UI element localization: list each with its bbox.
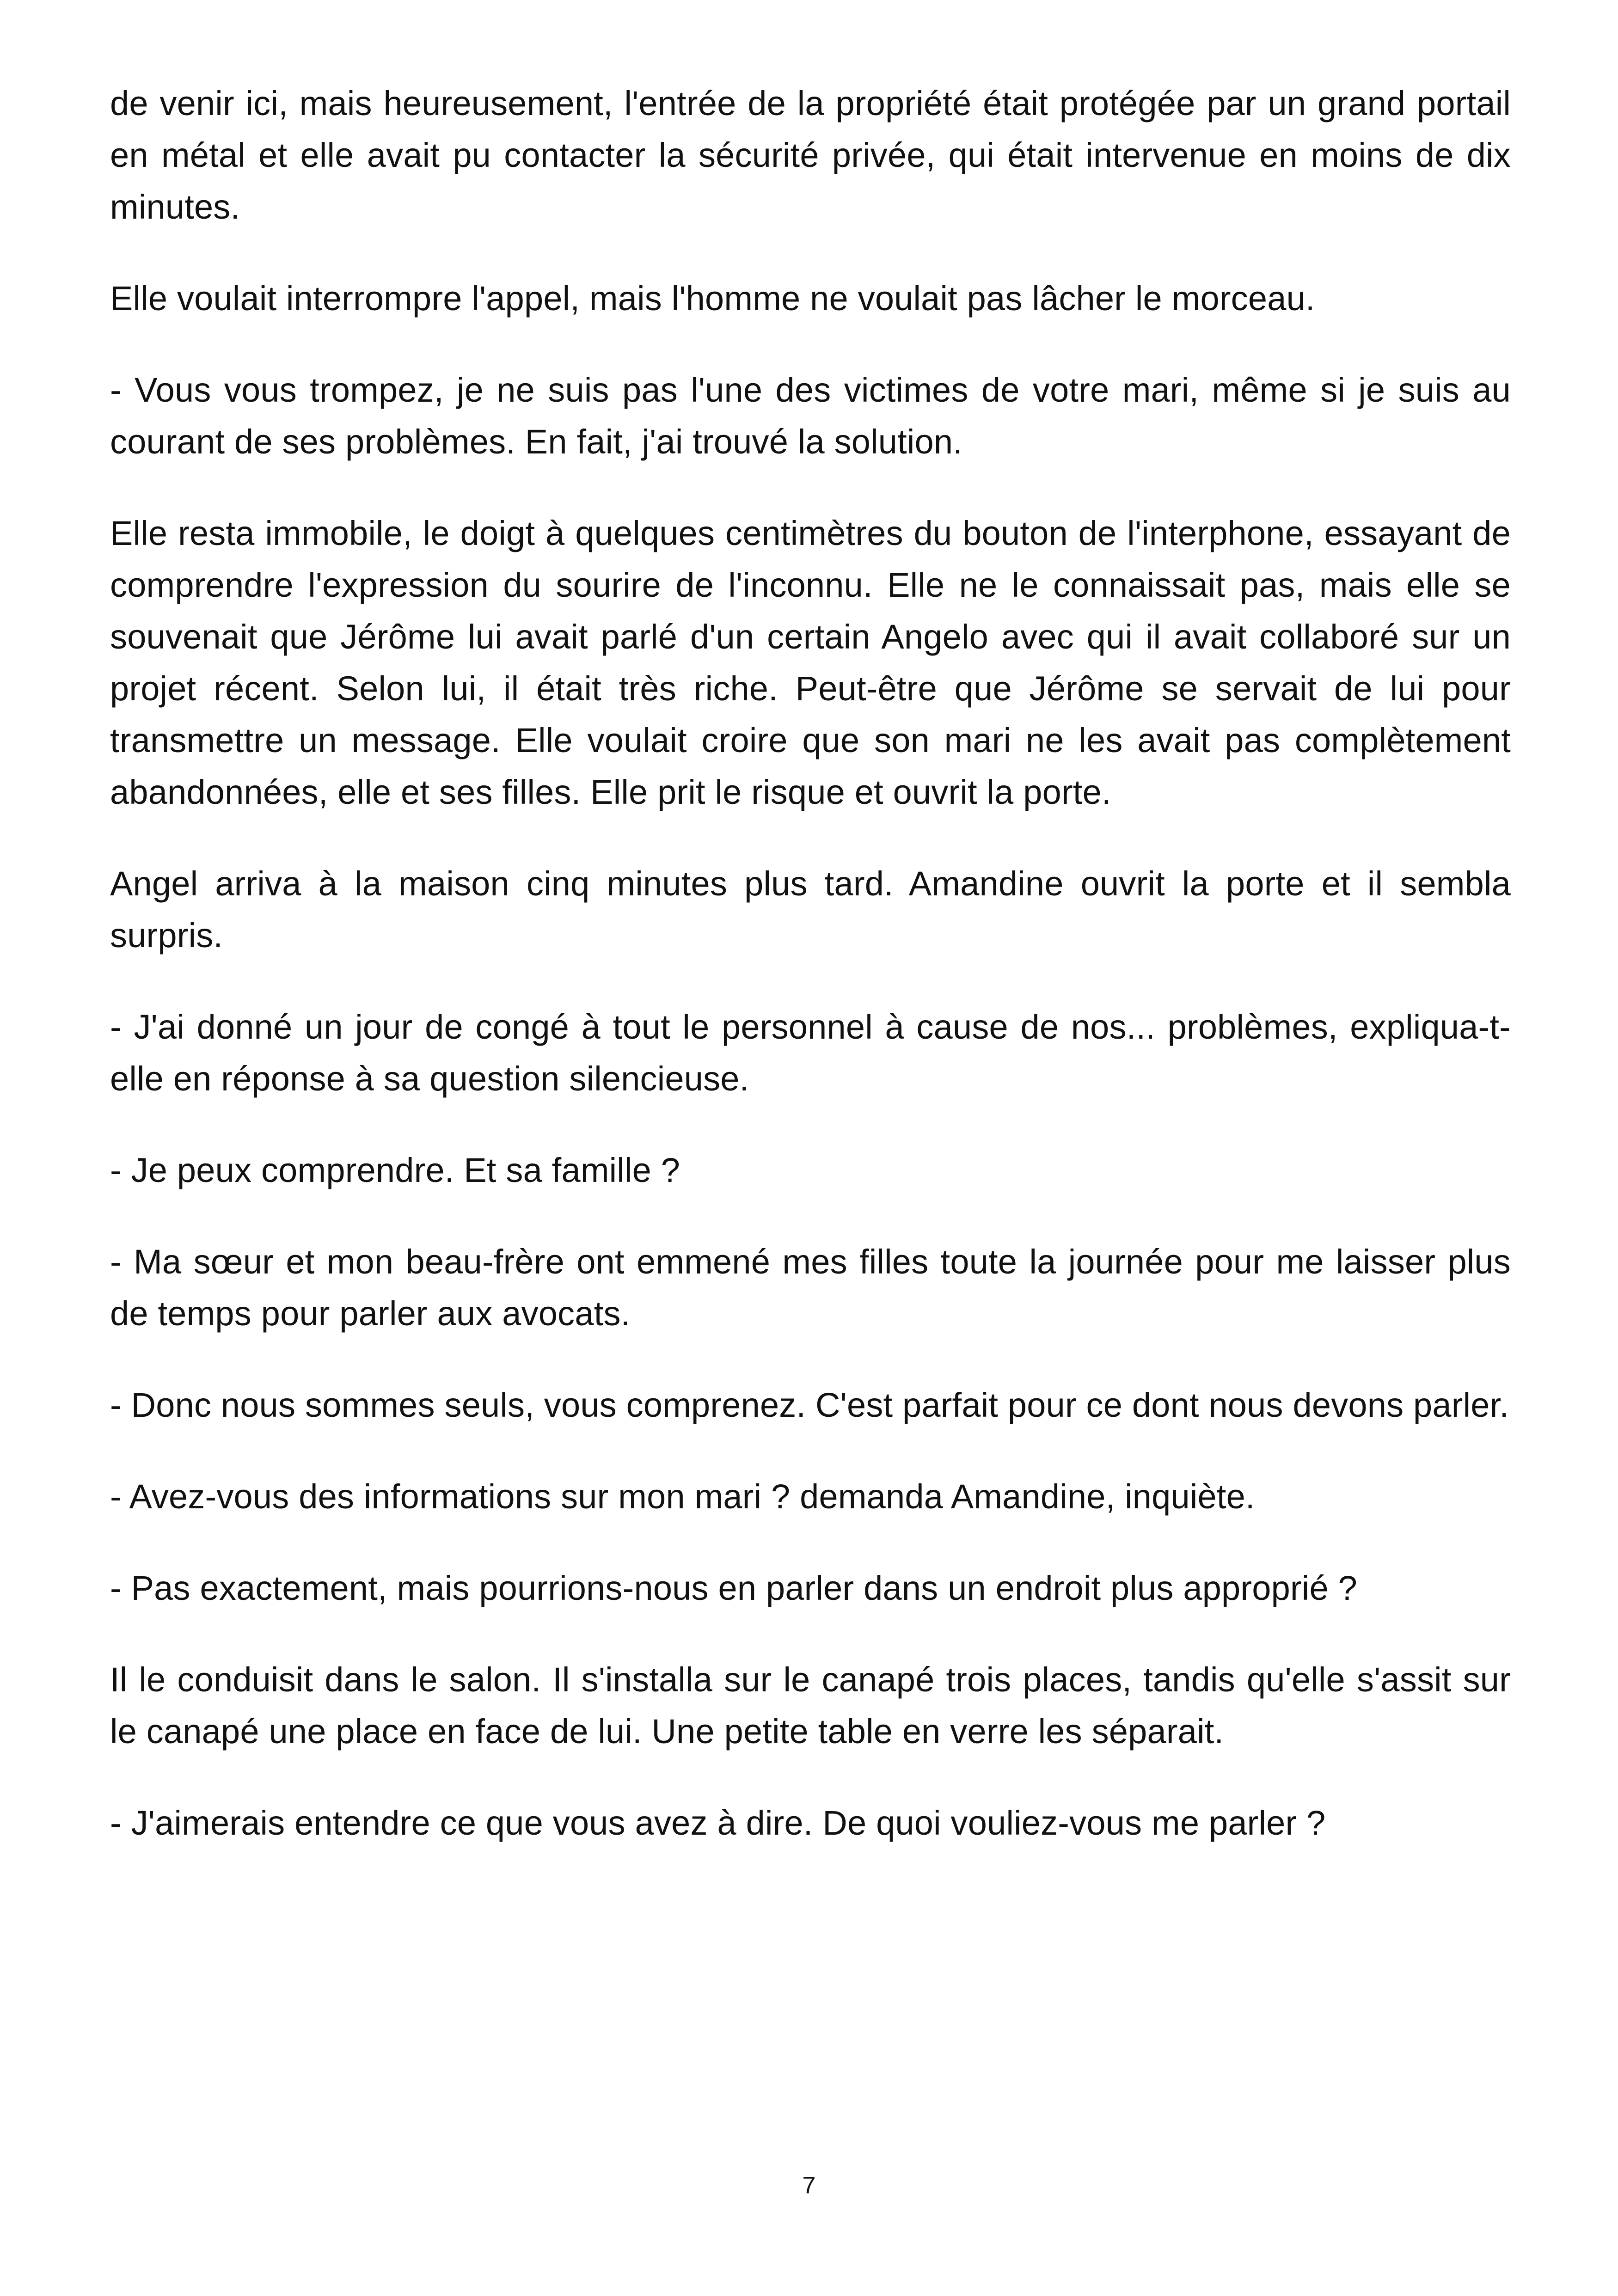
paragraph: - Vous vous trompez, je ne suis pas l'une des victimes de votre mari, même si je suis au courant de ses problèmes. En fait, j'ai trouvé la solution. [110, 371, 1511, 461]
paragraph: de venir ici, mais heureusement, l'entrée de la propriété était protégée par un grand portail en métal et elle avait pu contacter la sécurité privée, qui était intervenue en moins de dix minutes. [110, 84, 1511, 226]
paragraph: - J'ai donné un jour de congé à tout le personnel à cause de nos... problèmes, expliqua-t-elle en réponse à sa question silencieuse. [110, 1008, 1511, 1098]
body-text [110, 78, 1511, 1889]
page-number: 7 [802, 2172, 816, 2199]
paragraph: Il le conduisit dans le salon. Il s'installa sur le canapé trois places, tandis qu'elle s'assit sur le canapé une place en face de lui. Une petite table en verre les séparait. [110, 1660, 1511, 1751]
paragraph: Angel arriva à la maison cinq minutes plus tard. Amandine ouvrit la porte et il sembla surpris. [110, 864, 1511, 955]
paragraph: - Je peux comprendre. Et sa famille ? [110, 1151, 680, 1189]
paragraph: - Donc nous sommes seuls, vous comprenez. C'est parfait pour ce dont nous devons parler. [110, 1386, 1509, 1424]
paragraph: - Avez-vous des informations sur mon mari ? demanda Amandine, inquiète. [110, 1477, 1255, 1516]
paragraph: Elle resta immobile, le doigt à quelques centimètres du bouton de l'interphone, essayant de comprendre l'expression du sourire de l'inconnu. Elle ne le connaissait pas, mais elle se souvenait que Jérôme lui avait parlé d'un certain Angelo avec qui il avait collaboré sur un projet récent. Selon lui, il était très riche. Peut-être que Jérôme se servait de lui pour transmettre un message. Elle voulait croire que son mari ne les avait pas complètement abandonnées, elle et ses filles. Elle prit le risque et ouvrit la porte. [110, 514, 1511, 811]
paragraph: - Pas exactement, mais pourrions-nous en parler dans un endroit plus approprié ? [110, 1569, 1357, 1607]
paragraph: Elle voulait interrompre l'appel, mais l'homme ne voulait pas lâcher le morceau. [110, 279, 1315, 318]
paragraph: - Ma sœur et mon beau-frère ont emmené mes filles toute la journée pour me laisser plus de temps pour parler aux avocats. [110, 1243, 1511, 1333]
paragraph: - J'aimerais entendre ce que vous avez à dire. De quoi vouliez-vous me parler ? [110, 1804, 1326, 1842]
